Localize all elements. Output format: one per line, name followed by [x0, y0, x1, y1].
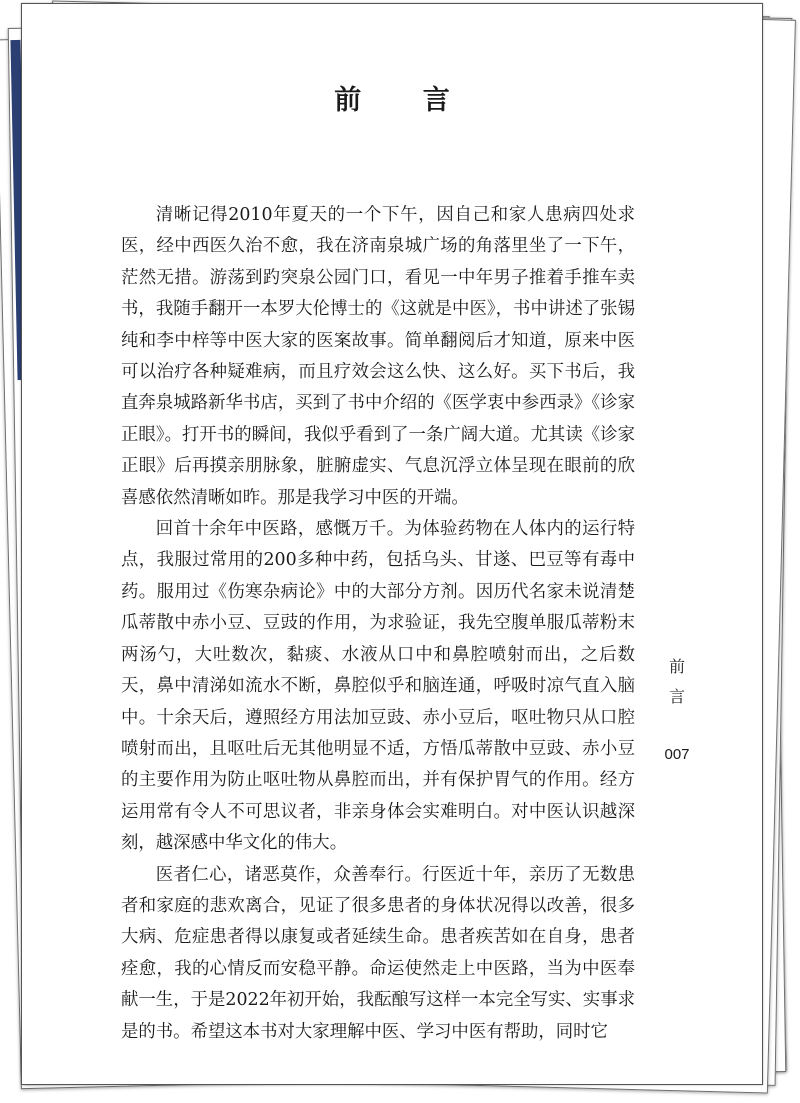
paragraph: 回首十余年中医路，感慨万千。为体验药物在人体内的运行特点，我服过常用的200多种中药，包括乌头、甘遂、巴豆等有毒中药。服用过《伤寒杂病论》中的大部分方剂。因历代名家未说清楚瓜蒂散中赤小豆、豆豉的作用，为求验证，我先空腹单服瓜蒂粉末两汤勺，大吐数次，黏痰、水液从口中和鼻腔喷射而出，之后数天，鼻中清涕如流水不断，鼻腔似乎和脑连通，呼吸时凉气直入脑中。十余天后，遵照经方用法加豆豉、赤小豆后，呕吐物只从口腔喷射而出，且呕吐后无其他明显不适，方悟瓜蒂散中豆豉、赤小豆的主要作用为防止呕吐物从鼻腔而出，并有保护胃气的作用。经方运用常有令人不可思议者，非亲身体会实难明白。对中医认识越深刻，越深感中华文化的伟大。	[121, 519, 635, 854]
preface-body	[121, 200, 635, 1048]
page-number: 007	[664, 746, 690, 763]
paragraph: 医者仁心，诸恶莫作，众善奉行。行医近十年，亲历了无数患者和家庭的悲欢离合，见证了很多患者的身体状况得以改善，很多大病、危症患者得以康复或者延续生命。患者疾苦如在自身，患者痊愈，我的心情反而安稳平静。命运使然走上中医路，当为中医奉献一生，于是2022年初开始，我酝酿写这样一本完全写实、实事求是的书。希望这本书对大家理解中医、学习中医有帮助，同时它	[121, 864, 635, 1042]
side-title-char: 言	[668, 687, 685, 706]
side-title-char: 前	[668, 657, 685, 676]
book-page	[21, 3, 763, 1085]
paragraph: 清晰记得2010年夏天的一个下午，因自己和家人患病四处求医，经中西医久治不愈，我在济南泉城广场的角落里坐了一下午，茫然无措。游荡到趵突泉公园门口，看见一中年男子推着手推车卖书，我随手翻开一本罗大伦博士的《这就是中医》，书中讲述了张锡纯和李中梓等中医大家的医案故事。简单翻阅后才知道，原来中医可以治疗各种疑难病，而且疗效会这么快、这么好。买下书后，我直奔泉城路新华书店，买到了书中介绍的《医学衷中参西录》《诊家正眼》。打开书的瞬间，我似乎看到了一条广阔大道。尤其读《诊家正眼》后再摸亲朋脉象，脏腑虚实、气息沉浮立体呈现在眼前的欣喜感依然清晰如昨。那是我学习中医的开端。	[121, 205, 635, 508]
page-title: 前 言	[334, 85, 476, 116]
running-section-title	[659, 652, 695, 712]
